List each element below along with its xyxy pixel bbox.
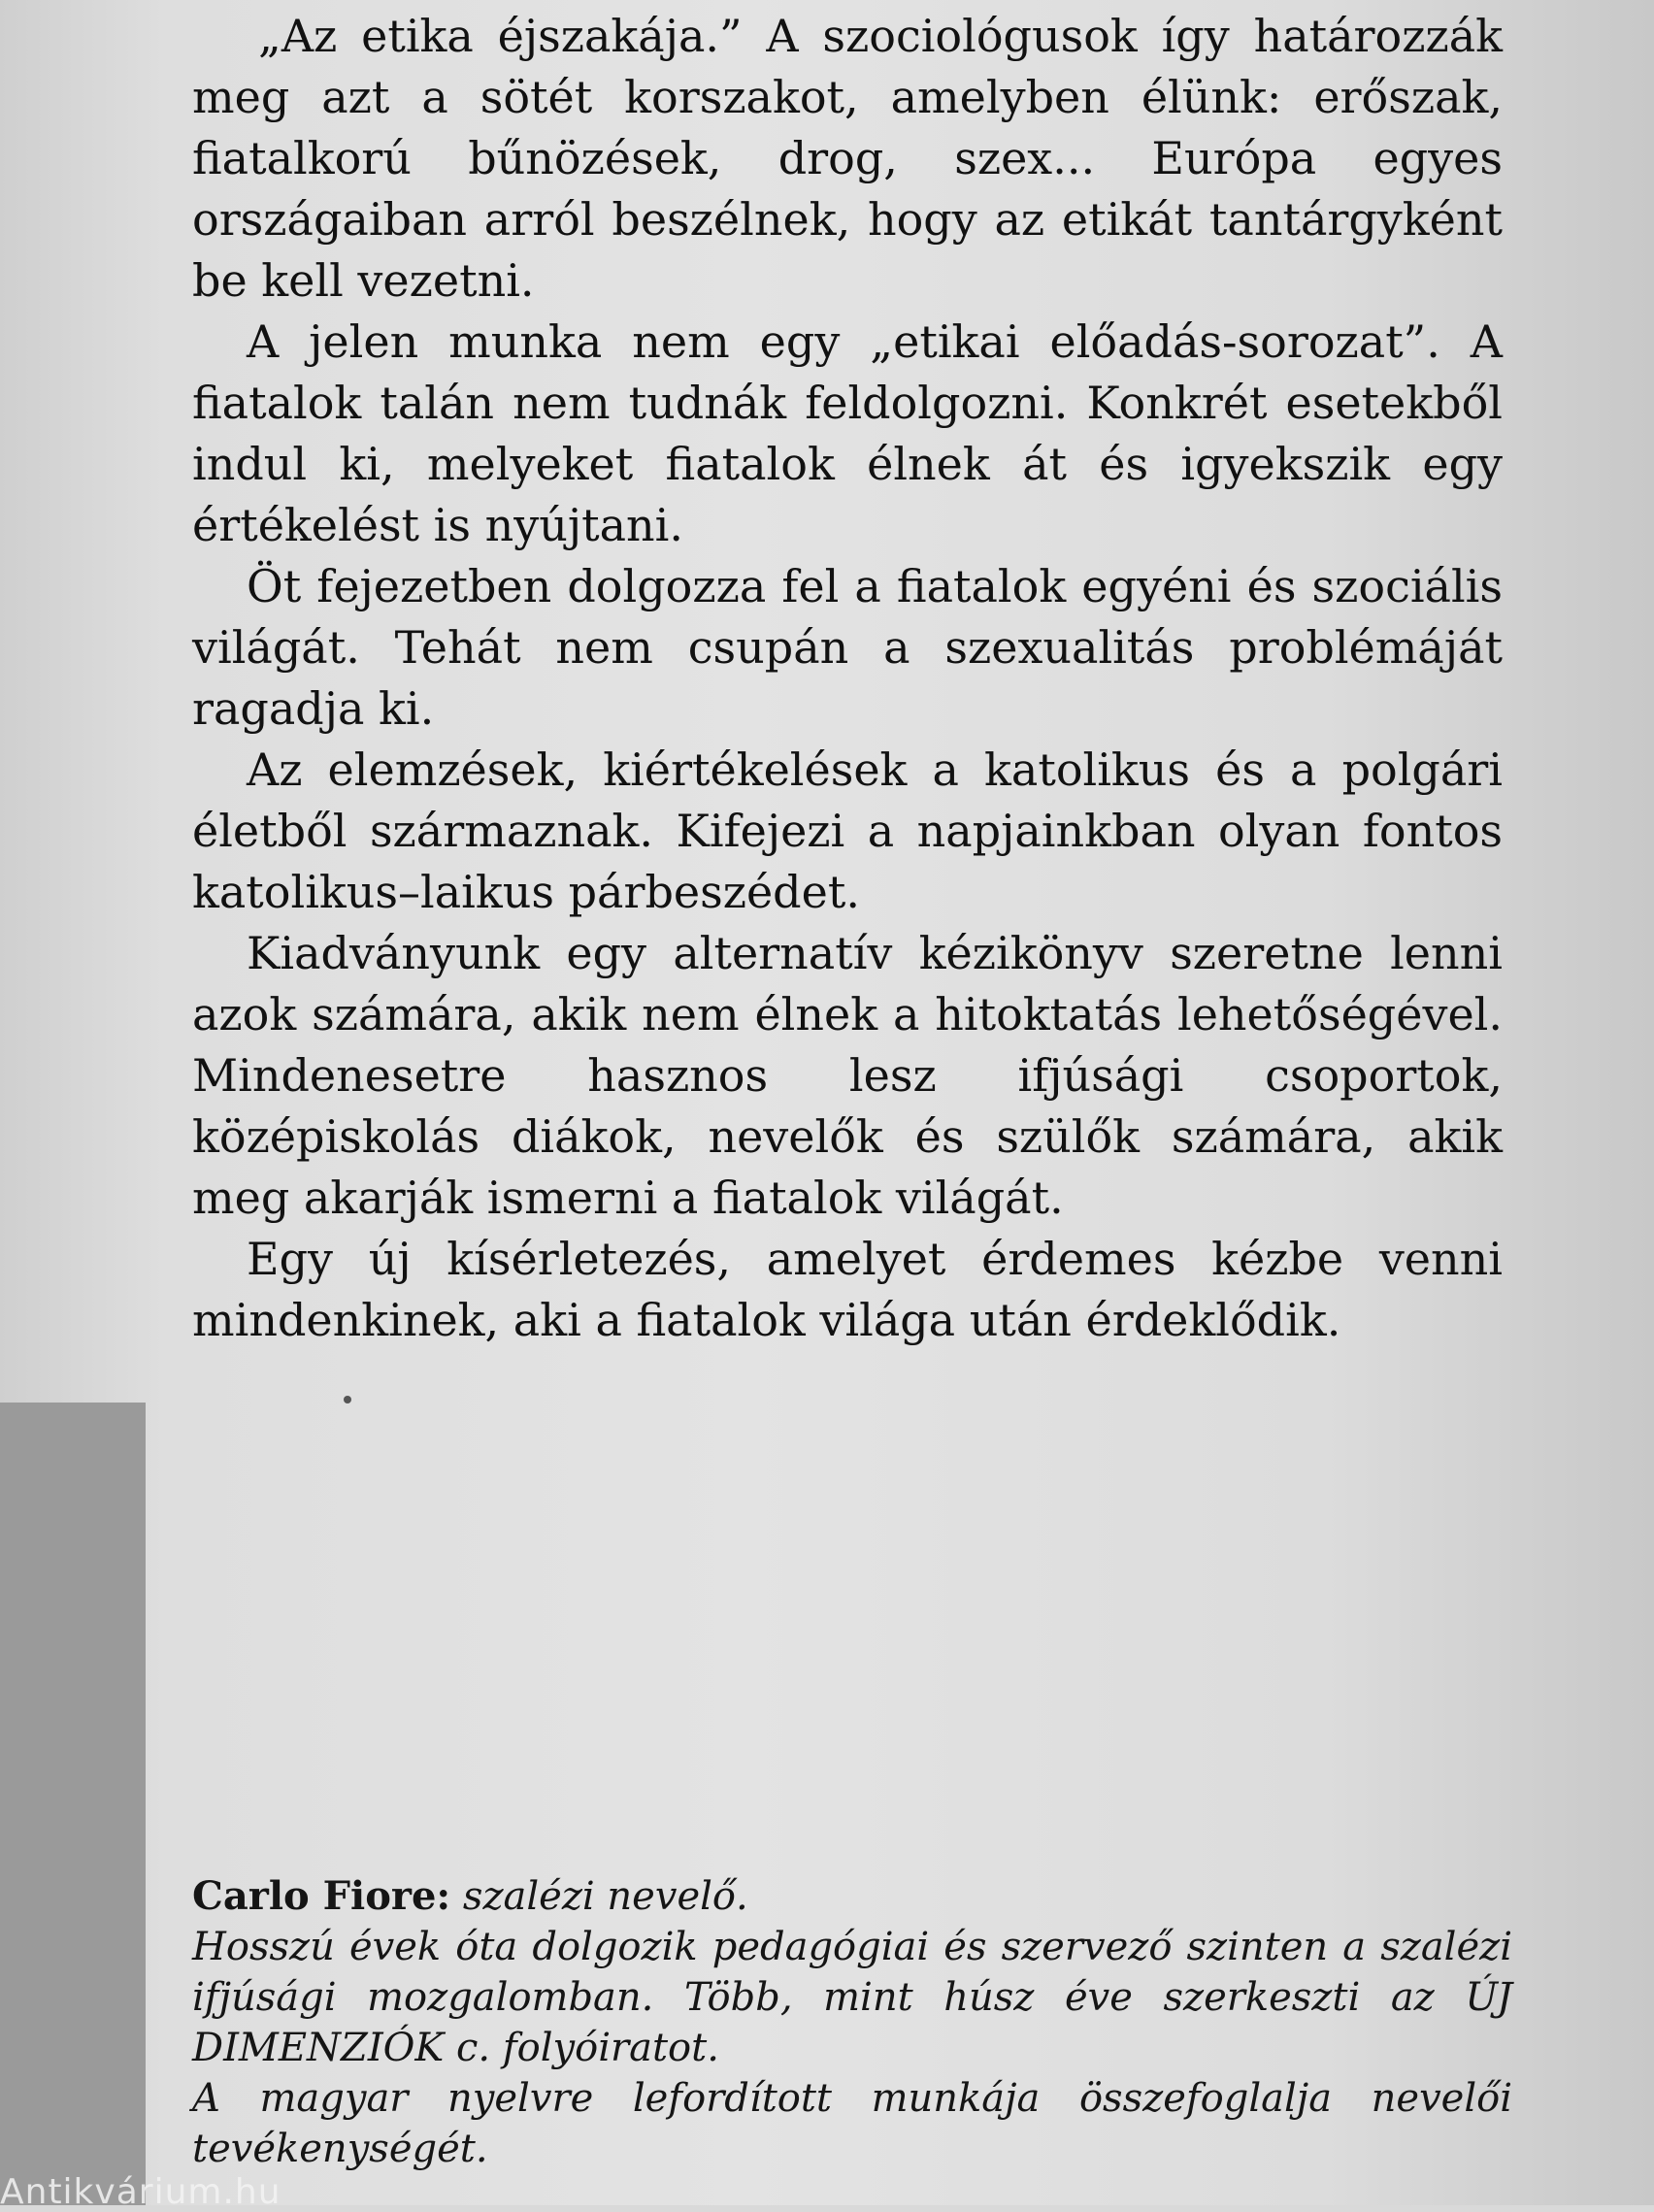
author-bio-text: Hosszú évek óta dolgozik pedagógiai és szervező szinten a szalézi ifjúsági mozgalomban. Több, mint húsz éve szerkeszti az ÚJ DIMENZIÓK c. folyóiratot. xyxy=(192,1925,1512,2070)
blurb-paragraph: Kiadványunk egy alternatív kézikönyv szeretne lenni azok számára, akik nem élnek a hitoktatás lehetőségével. Mindenesetre hasznos lesz ifjúsági csoportok, középiskolás diákok, nevelők és szülők számára, akik meg akarják ismerni a fiatalok világát. xyxy=(192,927,1503,1224)
blurb-paragraph: Egy új kísérletezés, amelyet érdemes kézbe venni mindenkinek, aki a fiatalok világa után érdeklődik. xyxy=(192,1233,1503,1346)
blurb-paragraph: Az elemzések, kiértékelések a katolikus és a polgári életből származnak. Kifejezi a napjainkban olyan fontos katolikus–laikus párbeszédet. xyxy=(192,743,1503,918)
author-line xyxy=(192,1871,1512,1922)
author-role: szalézi nevelő. xyxy=(462,1874,748,1919)
blurb-paragraph: A jelen munka nem egy „etikai előadás-sorozat”. A fiatalok talán nem tudnák feldolgozni. Konkrét esetekből indul ki, melyeket fiatalok élnek át és igyekszik egy értékelést is nyújtani. xyxy=(192,315,1503,551)
author-bio-text-2: A magyar nyelvre lefordított munkája összefoglalja nevelői tevékenységét. xyxy=(192,2076,1512,2171)
blurb-text xyxy=(192,6,1503,1351)
author-bio xyxy=(192,1871,1512,2174)
blurb-paragraph: „Az etika éjszakája.” A szociológusok így határozzák meg azt a sötét korszakot, amelyben élünk: erőszak, fiatalkorú bűnözések, drog, szex... Európa egyes országaiban arról beszélnek, hogy az etikát tantárgyként be kell vezetni. xyxy=(192,10,1503,307)
blurb-paragraph: Öt fejezetben dolgozza fel a fiatalok egyéni és szociális világát. Tehát nem csupán a szexualitás problémáját ragadja ki. xyxy=(192,560,1503,735)
author-name: Carlo Fiore: xyxy=(192,1873,451,1919)
print-speck xyxy=(344,1396,351,1403)
cover-gray-strip xyxy=(0,1403,146,2205)
watermark: Antikvárium.hu xyxy=(0,2172,281,2212)
